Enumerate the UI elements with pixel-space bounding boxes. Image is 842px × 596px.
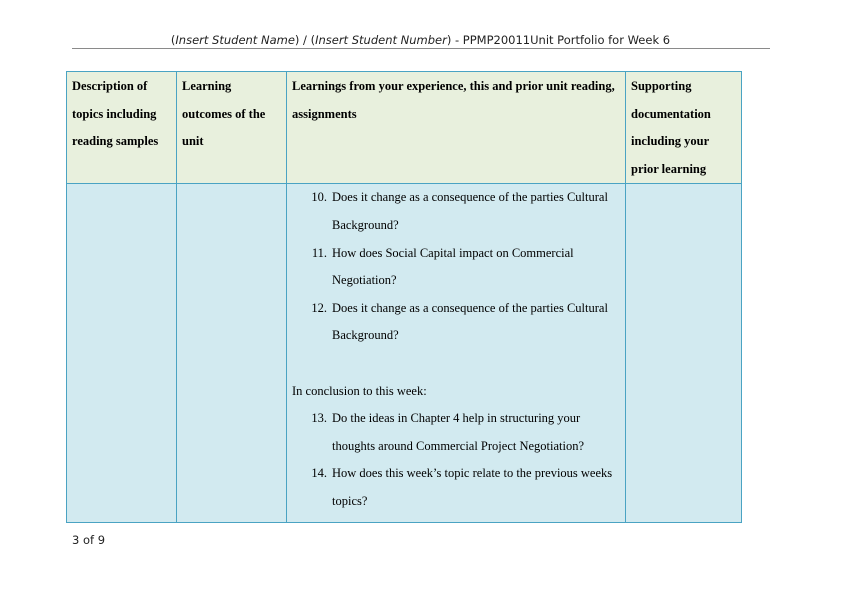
list-item: 12. Does it change as a consequence of the parties Cultural Background? — [311, 300, 608, 343]
list-item: 14. How does this week’s topic relate to the previous weeks topics? — [311, 466, 613, 508]
cell-supporting-documentation[interactable] — [626, 184, 742, 523]
page-header: (Insert Student Name) / (Insert Student Number) - PPMP20011Unit Portfolio for Week 6 — [170, 33, 671, 47]
student-number-placeholder: Insert Student Number — [315, 33, 447, 47]
cell-learning-outcomes[interactable] — [177, 184, 287, 523]
header-divider — [72, 48, 770, 49]
column-header-learning-outcomes: Learning outcomes of the unit — [177, 72, 287, 184]
cell-description[interactable] — [67, 184, 177, 523]
column-header-description: Description of topics including reading samples — [67, 72, 177, 184]
portfolio-table — [66, 71, 742, 523]
table-header-row — [67, 72, 742, 184]
table-row — [67, 184, 742, 523]
student-name-placeholder: Insert Student Name — [175, 33, 295, 47]
cell-learnings[interactable] — [287, 184, 626, 523]
conclusion-label: In conclusion to this week: — [292, 383, 427, 398]
list-item: 11. How does Social Capital impact on Commercial Negotiation? — [311, 245, 574, 288]
paragraph-spacer — [292, 350, 621, 378]
course-title: PPMP20011Unit Portfolio for Week 6 — [462, 33, 671, 47]
page-number: 3 of 9 — [72, 533, 106, 547]
list-item: 13. Do the ideas in Chapter 4 help in structuring your thoughts around Commercial Project Negotiation? — [311, 411, 585, 453]
column-header-learnings: Learnings from your experience, this and prior unit reading, assignments — [287, 72, 626, 184]
column-header-supporting-documentation: Supporting documentation including your prior learning — [626, 72, 742, 184]
list-item: 10. Does it change as a consequence of the parties Cultural Background? — [311, 190, 608, 232]
